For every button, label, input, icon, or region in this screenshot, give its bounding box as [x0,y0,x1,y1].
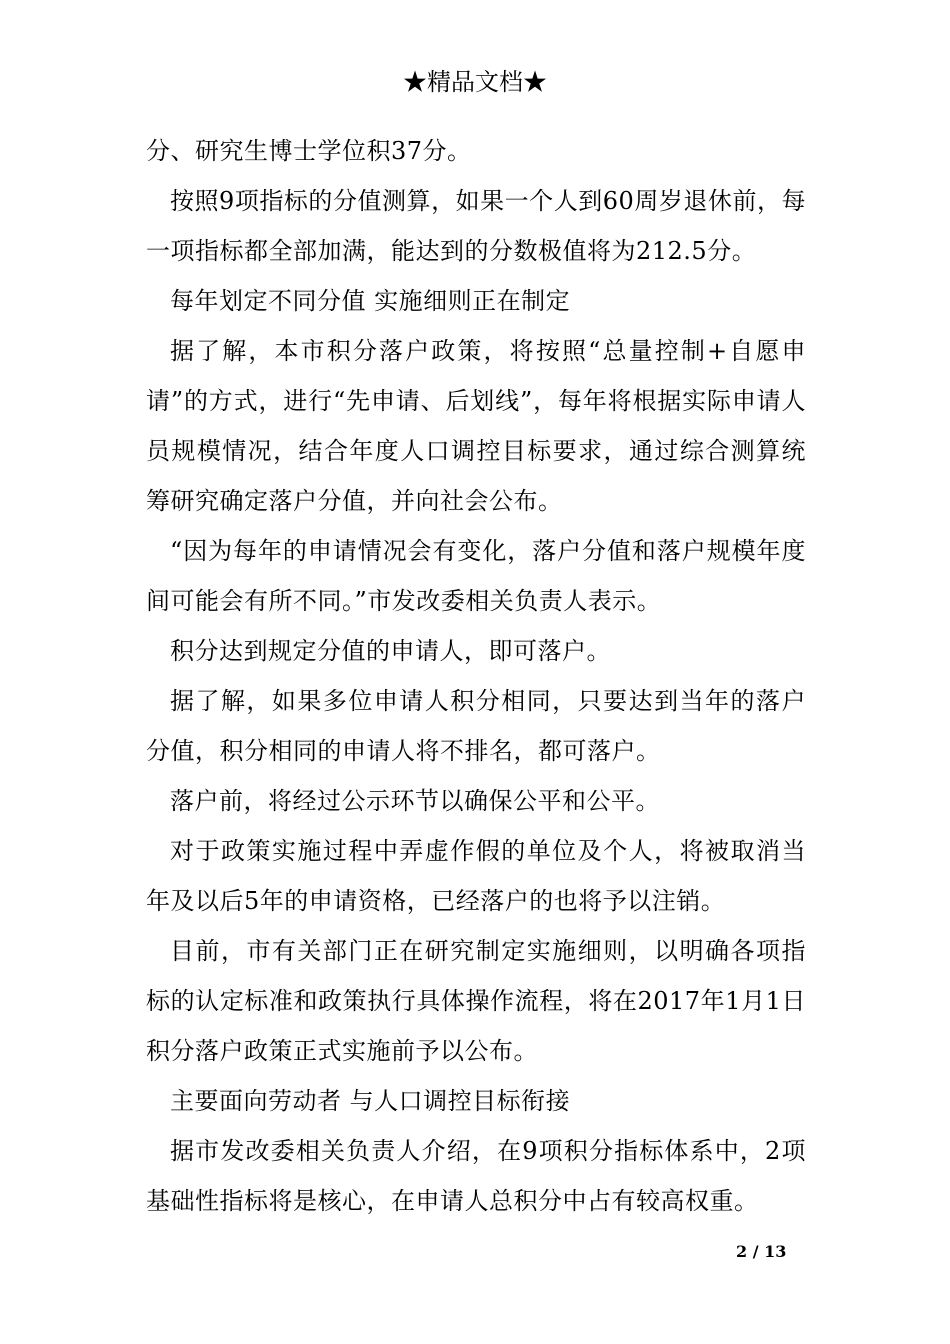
paragraph: 落户前，将经过公示环节以确保公平和公平。 [170,787,660,815]
paragraph: 据了解，本市积分落户政策，将按照“总量控制+自愿申请”的方式，进行“先申请、后划线”，每年将根据实际申请人员规模情况，结合年度人口调控目标要求，通过综合测算统筹研究确定落户分值，并向社会公布。 [146,337,806,515]
paragraph: 据市发改委相关负责人介绍，在9项积分指标体系中，2项基础性指标将是核心，在申请人总积分中占有较高权重。 [146,1137,806,1215]
page-header-title: ★精品文档★ [403,68,547,96]
page-number: 2 / 13 [736,1242,787,1261]
quote-paragraph: “因为每年的申请情况会有变化，落户分值和落户规模年度间可能会有所不同。”市发改委相关负责人表示。 [146,537,806,615]
paragraph: 据了解，如果多位申请人积分相同，只要达到当年的落户分值，积分相同的申请人将不排名，都可落户。 [146,687,806,765]
document-body [146,126,806,1226]
section-heading: 每年划定不同分值 实施细则正在制定 [170,287,571,315]
paragraph: 目前，市有关部门正在研究制定实施细则，以明确各项指标的认定标准和政策执行具体操作流程，将在2017年1月1日积分落户政策正式实施前予以公布。 [146,937,806,1065]
paragraph: 分、研究生博士学位积37分。 [146,137,472,165]
section-heading: 主要面向劳动者 与人口调控目标衔接 [170,1087,571,1115]
paragraph: 对于政策实施过程中弄虚作假的单位及个人，将被取消当年及以后5年的申请资格，已经落户的也将予以注销。 [146,837,806,915]
paragraph: 积分达到规定分值的申请人，即可落户。 [170,637,611,665]
paragraph: 按照9项指标的分值测算，如果一个人到60周岁退休前，每一项指标都全部加满，能达到的分数极值将为212.5分。 [146,187,806,265]
